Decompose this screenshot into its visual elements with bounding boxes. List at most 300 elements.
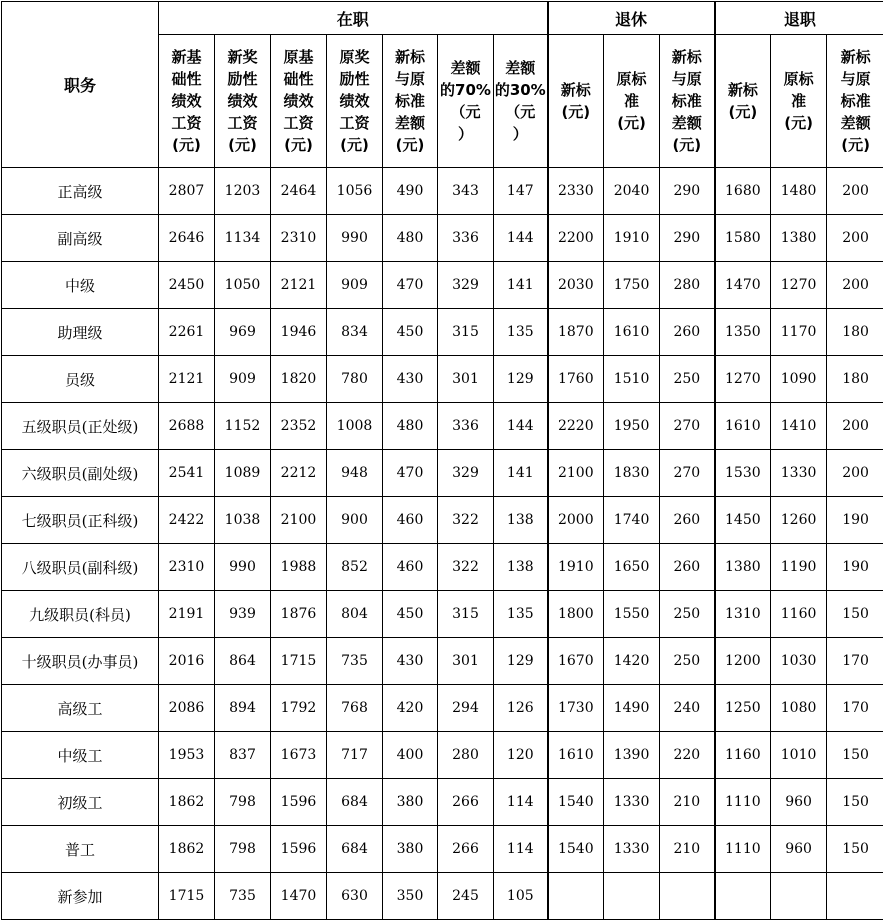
- value-cell: 1680: [715, 168, 771, 215]
- sub-header-line: 工资: [159, 112, 214, 134]
- group-header-in-service: 在职: [159, 2, 548, 35]
- value-cell: 2422: [159, 497, 215, 544]
- table-row: [2, 262, 883, 309]
- sub-header-line: 础性: [159, 68, 214, 90]
- value-cell: 1580: [715, 215, 771, 262]
- value-cell: 1953: [159, 732, 215, 779]
- sub-header-line: (元): [604, 112, 659, 134]
- value-cell: 450: [383, 591, 438, 638]
- value-cell: 2086: [159, 685, 215, 732]
- value-cell: 1390: [604, 732, 660, 779]
- value-cell: 2100: [548, 450, 604, 497]
- value-cell: 336: [438, 215, 494, 262]
- value-cell: 135: [494, 309, 548, 356]
- value-cell: 1490: [604, 685, 660, 732]
- value-cell: 200: [827, 403, 883, 450]
- table-row: [2, 873, 883, 920]
- value-cell: 180: [827, 356, 883, 403]
- value-cell: 1876: [271, 591, 327, 638]
- value-cell: 245: [438, 873, 494, 920]
- value-cell: 150: [827, 826, 883, 873]
- value-cell: 250: [660, 356, 715, 403]
- value-cell: 1673: [271, 732, 327, 779]
- sub-header-5: [383, 35, 438, 168]
- value-cell: 200: [827, 262, 883, 309]
- sub-header-line: 新标: [827, 46, 883, 68]
- value-cell: 909: [327, 262, 383, 309]
- sub-header-line: (元): [549, 101, 604, 123]
- value-cell: 630: [327, 873, 383, 920]
- value-cell: 717: [327, 732, 383, 779]
- sub-header-line: 标准: [383, 90, 437, 112]
- sub-header-line: 绩效: [271, 90, 326, 112]
- table-row: [2, 732, 883, 779]
- value-cell: 135: [494, 591, 548, 638]
- value-cell: 280: [660, 262, 715, 309]
- post-cell: 八级职员(副科级): [2, 544, 159, 591]
- value-cell: 220: [660, 732, 715, 779]
- value-cell: 470: [383, 450, 438, 497]
- value-cell: 735: [327, 638, 383, 685]
- sub-header-line: 准: [604, 90, 659, 112]
- value-cell: 1715: [159, 873, 215, 920]
- sub-header-line: 绩效: [215, 90, 270, 112]
- sub-header-line: 工资: [215, 112, 270, 134]
- value-cell: 2310: [271, 215, 327, 262]
- post-cell: 七级职员(正科级): [2, 497, 159, 544]
- value-cell: 290: [660, 215, 715, 262]
- value-cell: 150: [827, 591, 883, 638]
- sub-header-line: 原基: [271, 46, 326, 68]
- value-cell: 2000: [548, 497, 604, 544]
- value-cell: 190: [827, 497, 883, 544]
- value-cell: 768: [327, 685, 383, 732]
- table-header: [2, 2, 883, 168]
- value-cell: 322: [438, 497, 494, 544]
- sub-header-1: [159, 35, 215, 168]
- value-cell: 2016: [159, 638, 215, 685]
- value-cell: 1160: [771, 591, 827, 638]
- value-cell: 2541: [159, 450, 215, 497]
- value-cell: 301: [438, 638, 494, 685]
- value-cell: 170: [827, 685, 883, 732]
- value-cell: 141: [494, 262, 548, 309]
- sub-header-line: 与原: [827, 68, 883, 90]
- group-header-resigned: 退职: [715, 2, 883, 35]
- value-cell: 105: [494, 873, 548, 920]
- value-cell: 1670: [548, 638, 604, 685]
- value-cell: 1610: [548, 732, 604, 779]
- value-cell: 864: [215, 638, 271, 685]
- value-cell: 948: [327, 450, 383, 497]
- value-cell: 2330: [548, 168, 604, 215]
- value-cell: 1203: [215, 168, 271, 215]
- value-cell: 290: [660, 168, 715, 215]
- sub-header-line: 新基: [159, 46, 214, 68]
- value-cell: 329: [438, 450, 494, 497]
- sub-header-line: (元): [827, 134, 883, 156]
- value-cell: 315: [438, 309, 494, 356]
- value-cell: 2121: [159, 356, 215, 403]
- value-cell: 1750: [604, 262, 660, 309]
- sub-header-line: 与原: [383, 68, 437, 90]
- sub-header-line: 准: [771, 90, 826, 112]
- value-cell: 470: [383, 262, 438, 309]
- value-cell: 1008: [327, 403, 383, 450]
- value-cell: 294: [438, 685, 494, 732]
- sub-header-13: [827, 35, 883, 168]
- value-cell: 1650: [604, 544, 660, 591]
- sub-header-10: [660, 35, 715, 168]
- value-cell: 2030: [548, 262, 604, 309]
- post-cell: 十级职员(办事员): [2, 638, 159, 685]
- value-cell: 322: [438, 544, 494, 591]
- value-cell: 1090: [771, 356, 827, 403]
- sub-header-2: [215, 35, 271, 168]
- value-cell: 150: [827, 732, 883, 779]
- table-row: [2, 544, 883, 591]
- post-cell: 普工: [2, 826, 159, 873]
- value-cell: 1530: [715, 450, 771, 497]
- value-cell: 1050: [215, 262, 271, 309]
- sub-header-line: 差额: [383, 112, 437, 134]
- value-cell: 1310: [715, 591, 771, 638]
- value-cell: 1730: [548, 685, 604, 732]
- post-cell: 中级: [2, 262, 159, 309]
- value-cell: 2212: [271, 450, 327, 497]
- value-cell: 1862: [159, 826, 215, 873]
- value-cell: 1056: [327, 168, 383, 215]
- value-cell: 1715: [271, 638, 327, 685]
- sub-header-line: ）: [438, 123, 493, 145]
- value-cell: 2261: [159, 309, 215, 356]
- post-cell: 高级工: [2, 685, 159, 732]
- sub-header-line: 标准: [827, 90, 883, 112]
- value-cell: 240: [660, 685, 715, 732]
- value-cell: 114: [494, 826, 548, 873]
- value-cell: 1010: [771, 732, 827, 779]
- sub-header-3: [271, 35, 327, 168]
- value-cell: 1160: [715, 732, 771, 779]
- value-cell: 1350: [715, 309, 771, 356]
- value-cell: 1800: [548, 591, 604, 638]
- value-cell: 1250: [715, 685, 771, 732]
- post-cell: 副高级: [2, 215, 159, 262]
- value-cell: 343: [438, 168, 494, 215]
- value-cell: 990: [215, 544, 271, 591]
- value-cell: 129: [494, 356, 548, 403]
- sub-header-line: (元): [660, 134, 714, 156]
- value-cell: 460: [383, 497, 438, 544]
- value-cell: 1380: [715, 544, 771, 591]
- value-cell: 200: [827, 168, 883, 215]
- table-row: [2, 591, 883, 638]
- value-cell: 490: [383, 168, 438, 215]
- value-cell: 380: [383, 826, 438, 873]
- value-cell: 834: [327, 309, 383, 356]
- value-cell: 336: [438, 403, 494, 450]
- value-cell: 1470: [271, 873, 327, 920]
- value-cell: 1134: [215, 215, 271, 262]
- value-cell: 1830: [604, 450, 660, 497]
- value-cell: 2646: [159, 215, 215, 262]
- table-body: [2, 168, 883, 920]
- post-cell: 九级职员(科员): [2, 591, 159, 638]
- sub-header-line: 差额: [494, 57, 547, 79]
- value-cell: 210: [660, 779, 715, 826]
- value-cell: 1030: [771, 638, 827, 685]
- value-cell: 837: [215, 732, 271, 779]
- value-cell: 1792: [271, 685, 327, 732]
- table-row: [2, 685, 883, 732]
- value-cell: 200: [827, 215, 883, 262]
- value-cell: 138: [494, 497, 548, 544]
- sub-header-line: ）: [494, 123, 547, 145]
- value-cell: 190: [827, 544, 883, 591]
- value-cell: 1862: [159, 779, 215, 826]
- value-cell: 2807: [159, 168, 215, 215]
- value-cell: 2200: [548, 215, 604, 262]
- sub-header-line: 标准: [660, 90, 714, 112]
- value-cell: 1470: [715, 262, 771, 309]
- value-cell: 120: [494, 732, 548, 779]
- table-row: [2, 497, 883, 544]
- value-cell: 1550: [604, 591, 660, 638]
- value-cell: 1760: [548, 356, 604, 403]
- value-cell: 2220: [548, 403, 604, 450]
- value-cell: 266: [438, 826, 494, 873]
- table-row: [2, 309, 883, 356]
- value-cell: 1740: [604, 497, 660, 544]
- value-cell: 144: [494, 403, 548, 450]
- value-cell: 894: [215, 685, 271, 732]
- table-row: [2, 403, 883, 450]
- post-cell: 初级工: [2, 779, 159, 826]
- sub-header-12: [771, 35, 827, 168]
- value-cell: 1330: [771, 450, 827, 497]
- value-cell: 909: [215, 356, 271, 403]
- sub-header-6: [438, 35, 494, 168]
- sub-header-7: [494, 35, 548, 168]
- value-cell: 1270: [771, 262, 827, 309]
- sub-header-line: （元: [438, 101, 493, 123]
- value-cell: 2040: [604, 168, 660, 215]
- value-cell: 270: [660, 450, 715, 497]
- table-row: [2, 779, 883, 826]
- value-cell: 2100: [271, 497, 327, 544]
- value-cell: 1610: [715, 403, 771, 450]
- table-row: [2, 356, 883, 403]
- post-cell: 新参加: [2, 873, 159, 920]
- value-cell: 1950: [604, 403, 660, 450]
- value-cell: [827, 873, 883, 920]
- value-cell: 1270: [715, 356, 771, 403]
- value-cell: 2688: [159, 403, 215, 450]
- sub-header-line: 原标: [771, 68, 826, 90]
- value-cell: 450: [383, 309, 438, 356]
- value-cell: 260: [660, 309, 715, 356]
- value-cell: 1330: [604, 779, 660, 826]
- value-cell: 852: [327, 544, 383, 591]
- value-cell: 1420: [604, 638, 660, 685]
- table-row: [2, 168, 883, 215]
- value-cell: 1080: [771, 685, 827, 732]
- value-cell: 170: [827, 638, 883, 685]
- value-cell: 460: [383, 544, 438, 591]
- sub-header-line: 新奖: [215, 46, 270, 68]
- value-cell: 250: [660, 638, 715, 685]
- sub-header-line: (元): [716, 101, 771, 123]
- sub-header-line: 新标: [716, 79, 771, 101]
- value-cell: 2310: [159, 544, 215, 591]
- value-cell: 2450: [159, 262, 215, 309]
- value-cell: [771, 873, 827, 920]
- sub-header-line: 原奖: [327, 46, 382, 68]
- sub-header-8: [548, 35, 604, 168]
- sub-header-line: 与原: [660, 68, 714, 90]
- value-cell: 430: [383, 638, 438, 685]
- sub-header-9: [604, 35, 660, 168]
- sub-header-line: (元): [771, 112, 826, 134]
- value-cell: 1596: [271, 826, 327, 873]
- value-cell: 1610: [604, 309, 660, 356]
- value-cell: 939: [215, 591, 271, 638]
- value-cell: 735: [215, 873, 271, 920]
- value-cell: 1480: [771, 168, 827, 215]
- value-cell: 960: [771, 779, 827, 826]
- value-cell: 138: [494, 544, 548, 591]
- group-header-retired: 退休: [548, 2, 715, 35]
- value-cell: 250: [660, 591, 715, 638]
- sub-header-4: [327, 35, 383, 168]
- value-cell: 380: [383, 779, 438, 826]
- sub-header-line: 新标: [660, 46, 714, 68]
- post-cell: 助理级: [2, 309, 159, 356]
- value-cell: 210: [660, 826, 715, 873]
- table-row: [2, 450, 883, 497]
- value-cell: 1152: [215, 403, 271, 450]
- value-cell: 2191: [159, 591, 215, 638]
- post-cell: 正高级: [2, 168, 159, 215]
- sub-header-line: (元): [383, 134, 437, 156]
- value-cell: 804: [327, 591, 383, 638]
- value-cell: 1200: [715, 638, 771, 685]
- sub-header-line: 励性: [327, 68, 382, 90]
- value-cell: [660, 873, 715, 920]
- post-column-header: 职务: [2, 2, 159, 168]
- value-cell: 798: [215, 826, 271, 873]
- sub-header-line: 新标: [383, 46, 437, 68]
- sub-header-line: 绩效: [159, 90, 214, 112]
- value-cell: 129: [494, 638, 548, 685]
- value-cell: 114: [494, 779, 548, 826]
- value-cell: 270: [660, 403, 715, 450]
- sub-header-line: 励性: [215, 68, 270, 90]
- value-cell: 180: [827, 309, 883, 356]
- value-cell: 1330: [604, 826, 660, 873]
- value-cell: 1540: [548, 826, 604, 873]
- sub-header-line: (元): [159, 134, 214, 156]
- value-cell: 1988: [271, 544, 327, 591]
- value-cell: 266: [438, 779, 494, 826]
- value-cell: 1038: [215, 497, 271, 544]
- table-row: [2, 215, 883, 262]
- sub-header-line: (元): [215, 134, 270, 156]
- value-cell: 684: [327, 779, 383, 826]
- value-cell: 350: [383, 873, 438, 920]
- value-cell: 1190: [771, 544, 827, 591]
- sub-header-line: 原标: [604, 68, 659, 90]
- value-cell: 1450: [715, 497, 771, 544]
- value-cell: 990: [327, 215, 383, 262]
- value-cell: 1110: [715, 826, 771, 873]
- value-cell: 480: [383, 403, 438, 450]
- value-cell: 480: [383, 215, 438, 262]
- value-cell: 1820: [271, 356, 327, 403]
- salary-table: [1, 1, 883, 920]
- sub-header-line: 绩效: [327, 90, 382, 112]
- value-cell: 430: [383, 356, 438, 403]
- value-cell: 1380: [771, 215, 827, 262]
- value-cell: 1510: [604, 356, 660, 403]
- sub-header-line: 工资: [327, 112, 382, 134]
- sub-header-line: 差额: [660, 112, 714, 134]
- sub-header-line: 础性: [271, 68, 326, 90]
- value-cell: [604, 873, 660, 920]
- value-cell: 1910: [548, 544, 604, 591]
- post-cell: 员级: [2, 356, 159, 403]
- value-cell: 144: [494, 215, 548, 262]
- value-cell: 1089: [215, 450, 271, 497]
- value-cell: 150: [827, 779, 883, 826]
- post-cell: 五级职员(正处级): [2, 403, 159, 450]
- value-cell: 1946: [271, 309, 327, 356]
- value-cell: 315: [438, 591, 494, 638]
- value-cell: 420: [383, 685, 438, 732]
- value-cell: 1910: [604, 215, 660, 262]
- sub-header-line: (元): [271, 134, 326, 156]
- value-cell: 684: [327, 826, 383, 873]
- value-cell: 780: [327, 356, 383, 403]
- value-cell: 2352: [271, 403, 327, 450]
- value-cell: 400: [383, 732, 438, 779]
- value-cell: 960: [771, 826, 827, 873]
- value-cell: 969: [215, 309, 271, 356]
- sub-header-line: 的70%: [438, 79, 493, 101]
- value-cell: 200: [827, 450, 883, 497]
- value-cell: [548, 873, 604, 920]
- value-cell: 1540: [548, 779, 604, 826]
- value-cell: 900: [327, 497, 383, 544]
- sub-header-line: 工资: [271, 112, 326, 134]
- sub-header-11: [715, 35, 771, 168]
- value-cell: 1260: [771, 497, 827, 544]
- sub-header-line: （元: [494, 101, 547, 123]
- value-cell: 280: [438, 732, 494, 779]
- value-cell: 329: [438, 262, 494, 309]
- value-cell: 147: [494, 168, 548, 215]
- sub-header-line: 差额: [438, 57, 493, 79]
- sub-header-line: 的30%: [494, 79, 547, 101]
- value-cell: 1110: [715, 779, 771, 826]
- value-cell: 260: [660, 544, 715, 591]
- value-cell: 2121: [271, 262, 327, 309]
- sub-header-line: 差额: [827, 112, 883, 134]
- value-cell: 1410: [771, 403, 827, 450]
- table-row: [2, 638, 883, 685]
- value-cell: 1870: [548, 309, 604, 356]
- value-cell: 126: [494, 685, 548, 732]
